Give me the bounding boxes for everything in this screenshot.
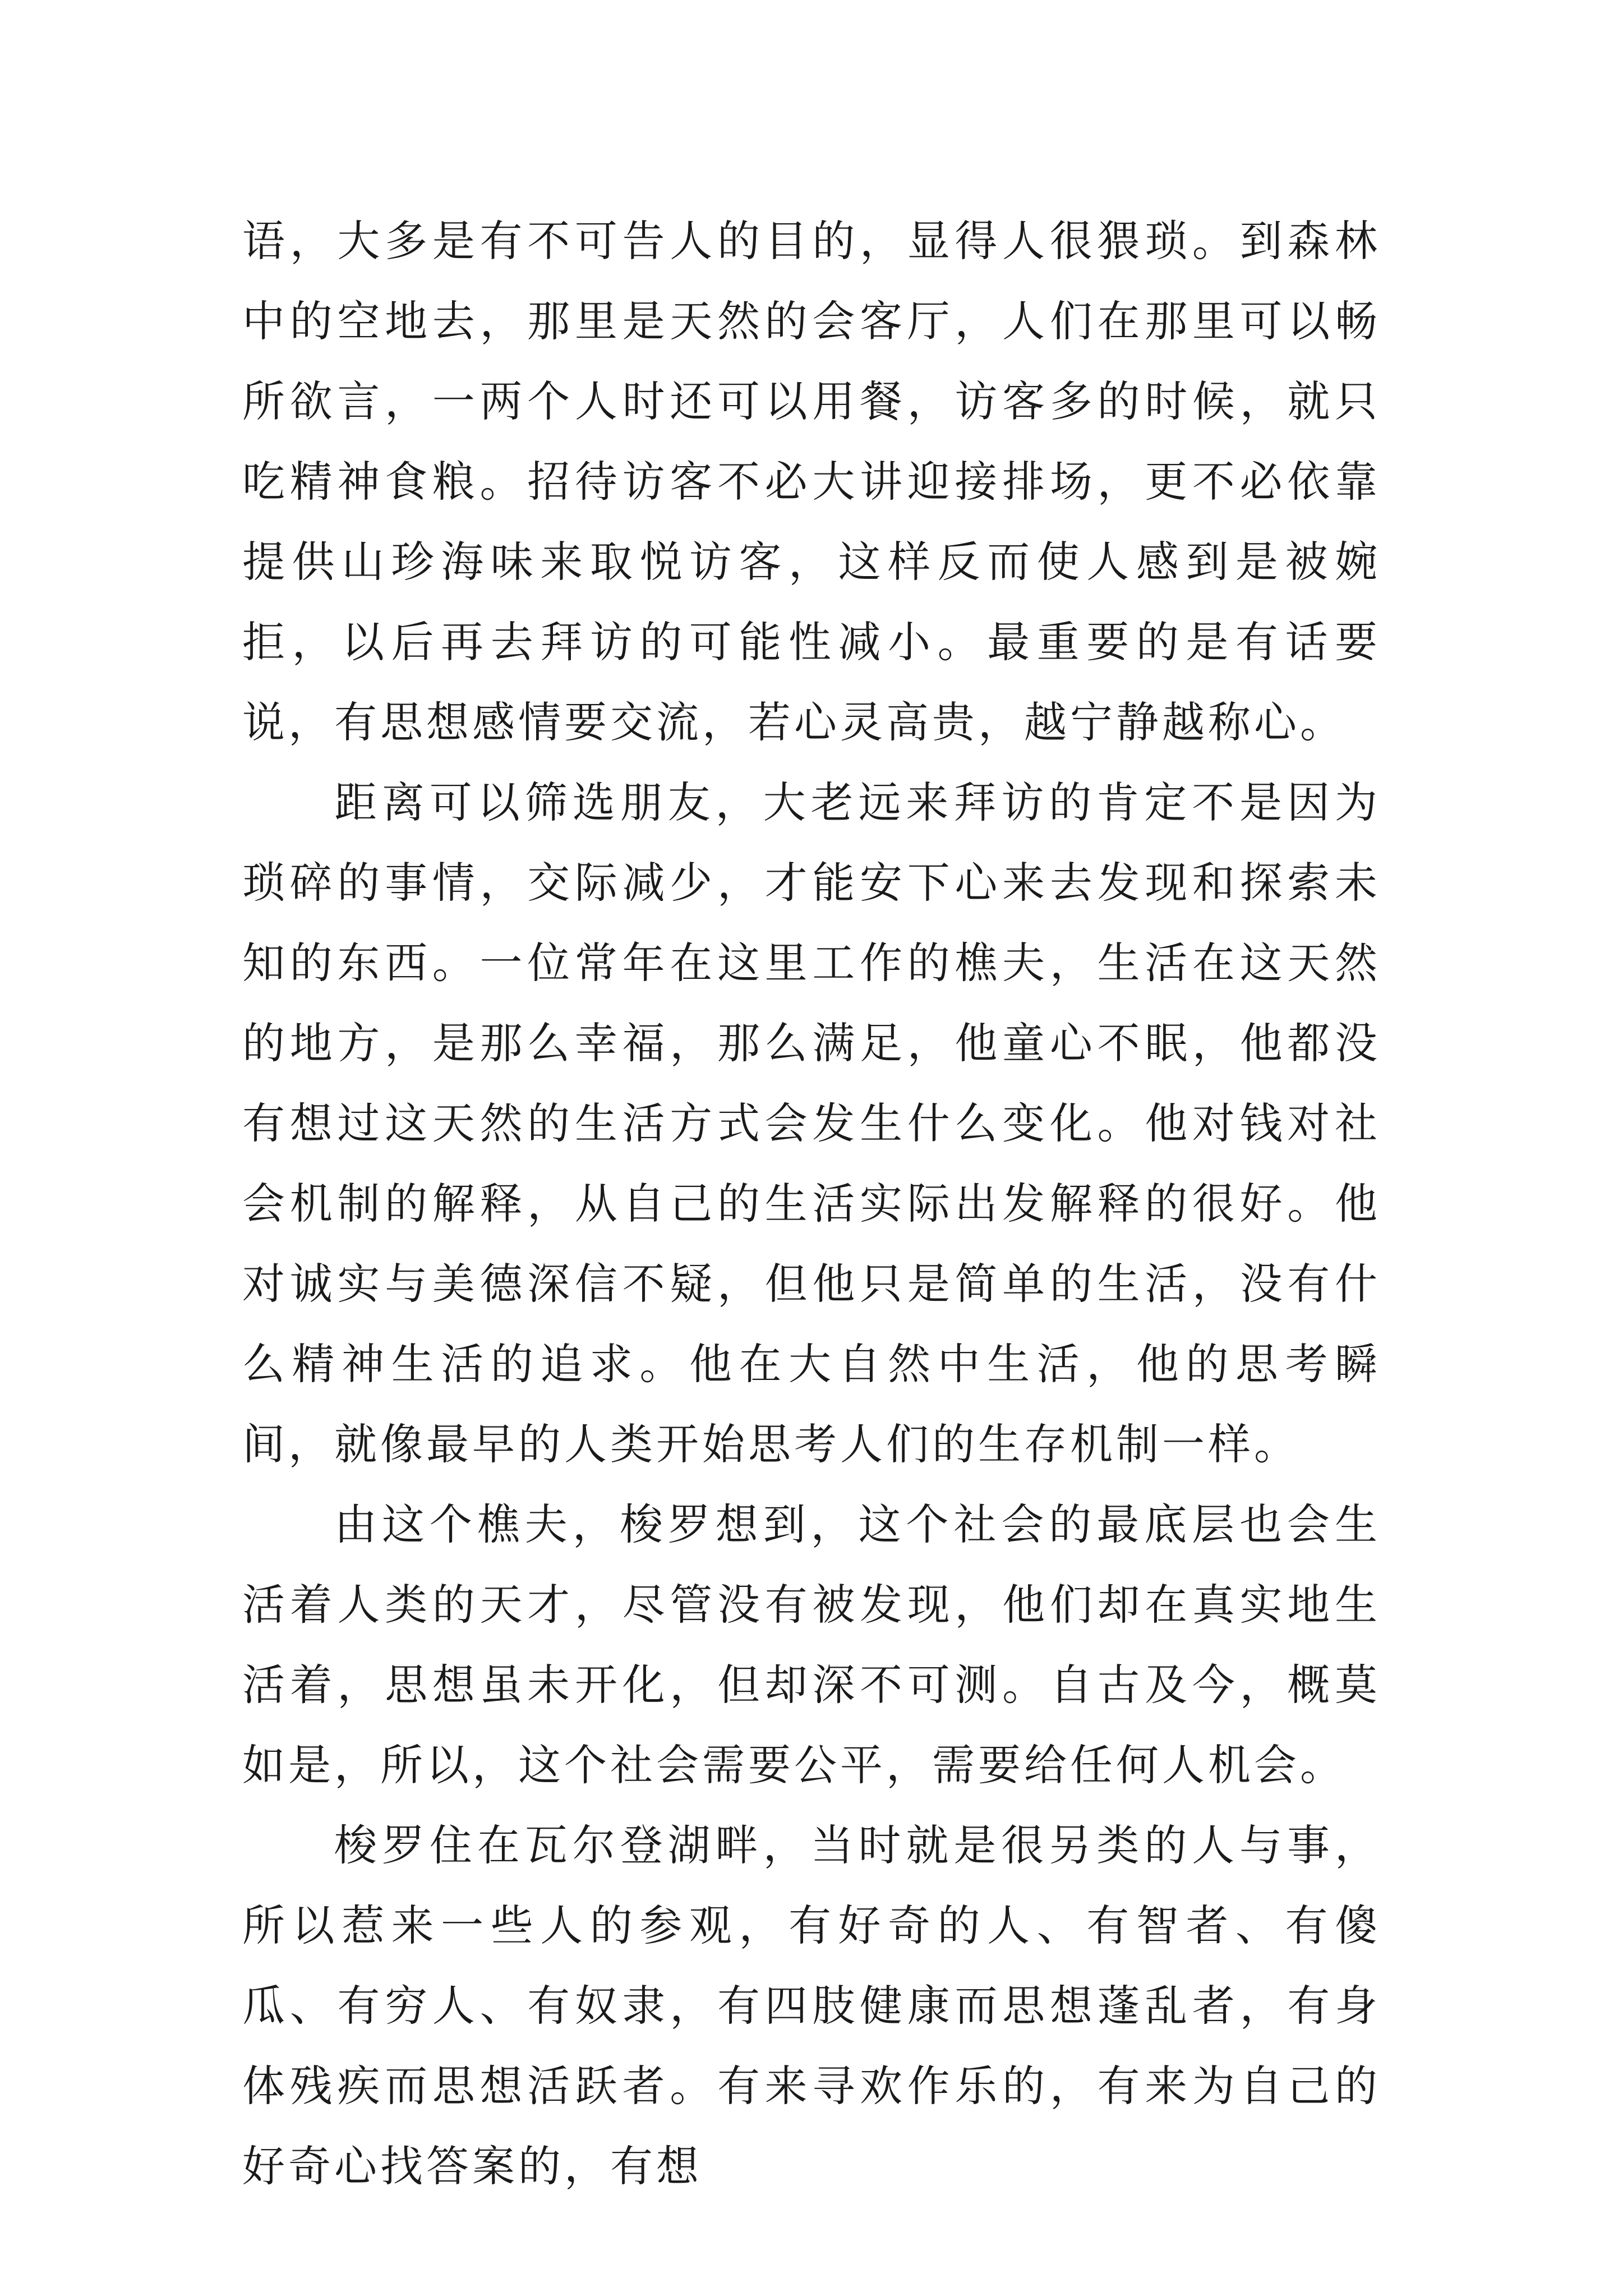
paragraph-3: 由这个樵夫，梭罗想到，这个社会的最底层也会生活着人类的天才，尽管没有被发现，他们却在真实地生活着，思想虽未开化，但却深不可测。自古及今，概莫如是，所以，这个社会需要公平，需要给任何人机会。 bbox=[242, 1499, 1381, 1790]
paragraph-4: 梭罗住在瓦尔登湖畔，当时就是很另类的人与事，所以惹来一些人的参观，有好奇的人、有智者、有傻瓜、有穷人、有奴隶，有四肢健康而思想蓬乱者，有身体残疾而思想活跃者。有来寻欢作乐的，有来为自己的好奇心找答案的，有想 bbox=[242, 1820, 1381, 2191]
paragraph-1: 语，大多是有不可告人的目的，显得人很猥琐。到森林中的空地去，那里是天然的会客厅，人们在那里可以畅所欲言，一两个人时还可以用餐，访客多的时候，就只吃精神食粮。招待访客不必大讲迎接排场，更不必依靠提供山珍海味来取悦访客，这样反而使人感到是被婉拒，以后再去拜访的可能性减小。最重要的是有话要说，有思想感情要交流，若心灵高贵，越宁静越称心。 bbox=[242, 216, 1381, 747]
body-text bbox=[242, 201, 1381, 2206]
paragraph-2: 距离可以筛选朋友，大老远来拜访的肯定不是因为琐碎的事情，交际减少，才能安下心来去发现和探索未知的东西。一位常年在这里工作的樵夫，生活在这天然的地方，是那么幸福，那么满足，他童心不眠，他都没有想过这天然的生活方式会发生什么变化。他对钱对社会机制的解释，从自己的生活实际出发解释的很好。他对诚实与美德深信不疑，但他只是简单的生活，没有什么精神生活的追求。他在大自然中生活，他的思考瞬间，就像最早的人类开始思考人们的生存机制一样。 bbox=[242, 777, 1381, 1469]
